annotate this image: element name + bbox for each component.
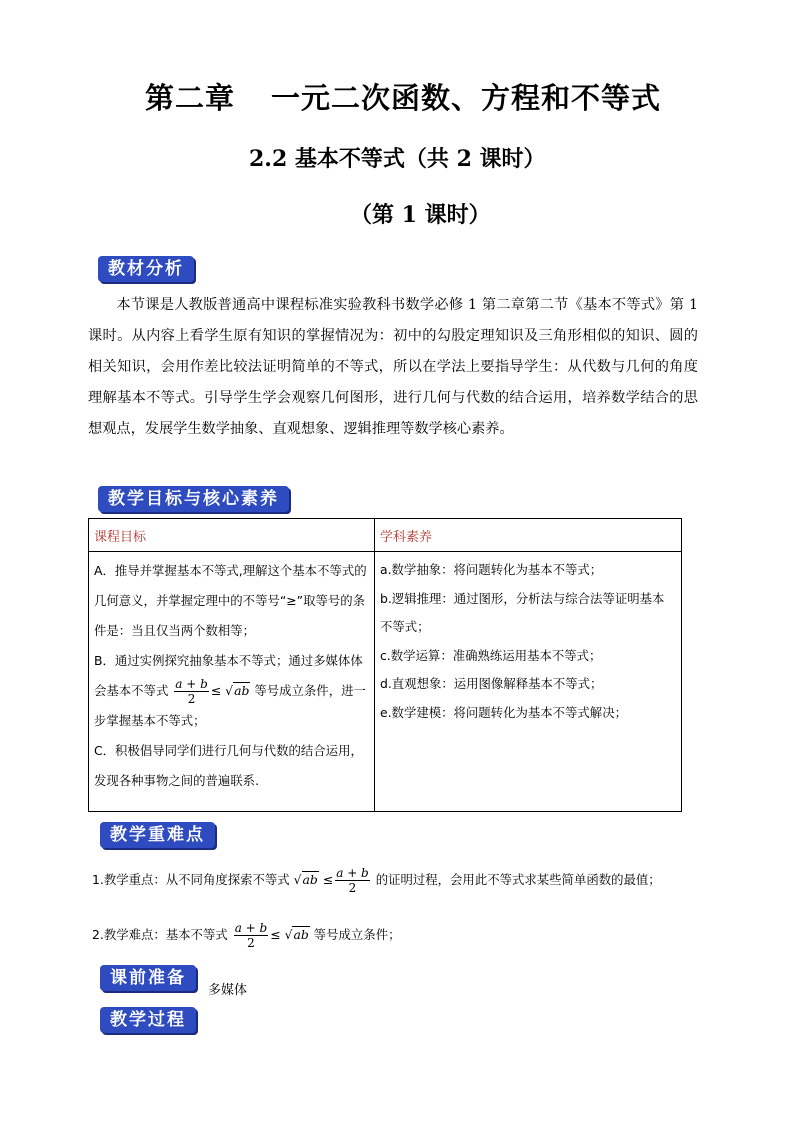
literacy-item: c.数学运算：准确熟练运用基本不等式； (380, 647, 602, 663)
goal-b: B．通过实例探究抽象基本不等式；通过多媒体体会基本不等式 $\frac{a + b}{2}$ ≤ √ab 等号成立条件，进一步掌握基本不等式； (94, 653, 366, 728)
fraction-a-plus-b-over-2: $\frac{a + b}{2}$ (234, 921, 268, 950)
literacy-item: e.数学建模：将问题转化为基本不等式解决； (380, 704, 627, 720)
section-title: 2.2 基本不等式（共 2 课时） (249, 146, 546, 172)
literacy-item: b.逻辑推理：通过图形，分析法与综合法等证明基本不等式； (380, 590, 665, 634)
section-tag-goals: 教学目标与核心素养 (98, 486, 289, 512)
section-tag-process: 教学过程 (100, 1007, 196, 1033)
fraction-a-plus-b-over-2: $\frac{a + b}{2}$ (175, 677, 208, 706)
chapter-name: 一元二次函数、方程和不等式 (271, 81, 662, 115)
table-header-goals: 课程目标 (89, 519, 375, 552)
chapter-title (145, 76, 661, 117)
section-tag-keypoints: 教学重难点 (100, 822, 215, 848)
fraction-a-plus-b-over-2: $\frac{a + b}{2}$ (336, 866, 369, 895)
key-difficulty: 2.教学难点：基本不等式 $\frac{a + b}{2}$ ≤ √ab 等号成立条件； (92, 921, 401, 950)
literacy-item: d.直观想象：运用图像解释基本不等式； (380, 676, 603, 691)
prep-text: 多媒体 (208, 983, 248, 998)
table-header-literacy: 学科素养 (375, 519, 682, 552)
goal-c: C．积极倡导同学们进行几何与代数的结合运用，发现各种事物之间的普遍联系. (94, 743, 363, 788)
goals-cell (89, 552, 375, 812)
literacy-cell (375, 552, 682, 812)
lesson-title: （第 1 课时） (350, 202, 491, 228)
goal-a: A．推导并掌握基本不等式,理解这个基本不等式的几何意义，并掌握定理中的不等号“≥”取等号的条件是：当且仅当两个数相等； (94, 563, 367, 638)
section-tag-analysis: 教材分析 (98, 256, 194, 282)
sqrt-ab: √ab (225, 683, 250, 698)
analysis-paragraph: 本节课是人教版普通高中课程标准实验教科书数学必修 1 第二章第二节《基本不等式》第 1 课时。从内容上看学生原有知识的掌握情况为：初中的勾股定理知识及三角形相似的知识、圆的相关知识，会用作差比较法证明简单的不等式，所以在学法上要指导学生：从代数与几何的角度理解基本不等式。引导学生学会观察几何图形，进行几何与代数的结合运用，培养数学结合的思想观点，发展学生数学抽象、直观想象、逻辑推理等数学核心素养。 (88, 297, 698, 437)
sqrt-ab: √ab (293, 872, 318, 887)
goals-table (88, 518, 682, 812)
section-tag-prep: 课前准备 (100, 965, 196, 991)
sqrt-ab: √ab (284, 927, 309, 942)
chapter-number: 第二章 (145, 81, 236, 115)
literacy-item: a.数学抽象：将问题转化为基本不等式； (380, 562, 603, 577)
key-focus: 1.教学重点：从不同角度探索不等式 √ab ≤ $\frac{a + b}{2}$ 的证明过程，会用此不等式求某些简单函数的最值； (92, 866, 661, 895)
